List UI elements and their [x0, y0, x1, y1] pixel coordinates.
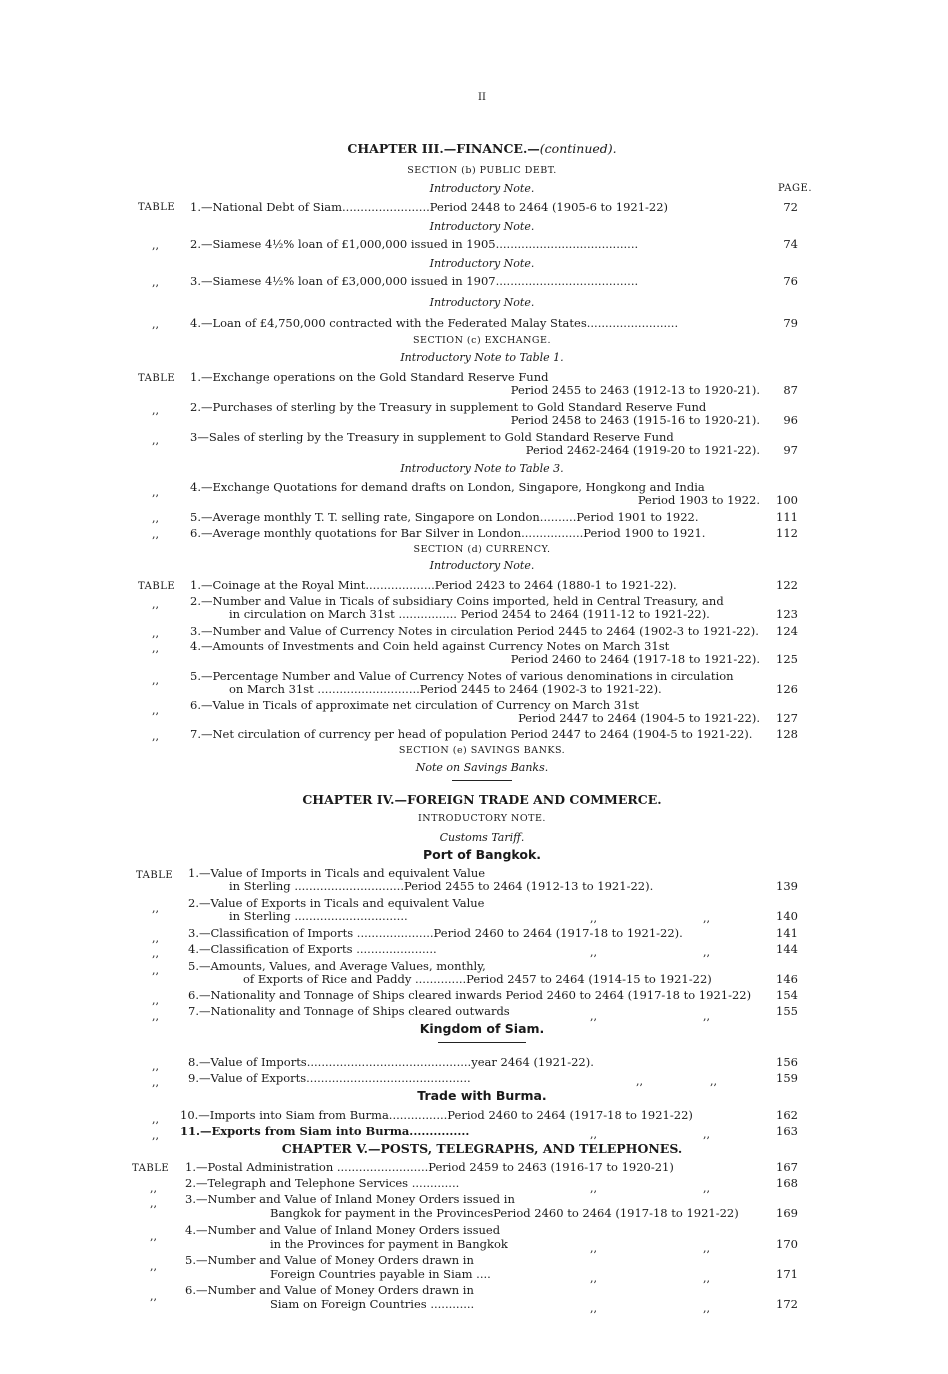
intro-note: Introductory Note to Table 1.	[400, 351, 564, 364]
entry-text: 6.—Nationality and Tonnage of Ships cleared inwards Period 2460 to 2464 (1917-18 to 1921-22)	[188, 988, 752, 1002]
entry-page: 170	[776, 1237, 798, 1251]
entry-text: 3.—Number and Value of Currency Notes in circulation Period 2445 to 2464 (1902-3 to 1921-22).	[190, 624, 759, 638]
entry-text: 3.—Number and Value of Inland Money Orders issued in	[185, 1192, 515, 1206]
entry-page: 125	[776, 652, 798, 666]
entry-text: Period 2447 to 2464 (1904-5 to 1921-22).	[518, 711, 760, 725]
entry-page: 97	[783, 443, 798, 457]
entry-page: 144	[776, 942, 798, 956]
ditto-mark: ,,	[150, 1230, 157, 1243]
entry-text: 6.—Average monthly quotations for Bar Silver in London.................Period 1900 to 1921.	[190, 526, 706, 540]
table-label: TABLE	[138, 202, 176, 213]
entry-text: 1.—Postal Administration .........................Period 2459 to 2463 (1916-17 to 1920-21)	[185, 1160, 674, 1174]
ditto-mark: ,,	[152, 627, 159, 640]
ditto-mark: ,,	[590, 1272, 597, 1285]
entry-text: 6.—Number and Value of Money Orders drawn in	[185, 1283, 474, 1297]
ditto-mark: ,,	[152, 1076, 159, 1089]
entry-page: 127	[776, 711, 798, 725]
ditto-mark: ,,	[703, 1182, 710, 1195]
ditto-mark: ,,	[150, 1182, 157, 1195]
entry-page: 96	[783, 413, 798, 427]
savings-note: Note on Savings Banks.	[415, 761, 549, 774]
table-label: TABLE	[138, 581, 176, 592]
entry-page: 76	[783, 274, 798, 288]
entry-page: 156	[776, 1055, 798, 1069]
entry-text: 3.—Classification of Imports .....................Period 2460 to 2464 (1917-18 to 1921-22).	[188, 926, 683, 940]
entry-text: 6.—Value in Ticals of approximate net circulation of Currency on March 31st	[190, 698, 639, 712]
entry-page: 155	[776, 1004, 798, 1018]
entry-text: 4.—Exchange Quotations for demand drafts on London, Singapore, Hongkong and India	[190, 480, 705, 494]
section-divider	[452, 780, 512, 781]
entry-text: 4.—Amounts of Investments and Coin held against Currency Notes on March 31st	[190, 639, 670, 653]
table-label: TABLE	[132, 1163, 170, 1174]
ditto-mark: ,,	[590, 912, 597, 925]
entry-page: 87	[783, 383, 798, 397]
entry-text: 3—Sales of sterling by the Treasury in supplement to Gold Standard Reserve Fund	[190, 430, 674, 444]
ditto-mark: ,,	[152, 1129, 159, 1142]
entry-text: 9.—Value of Exports.............................................	[188, 1071, 471, 1085]
table-label: TABLE	[136, 870, 174, 881]
ditto-mark: ,,	[152, 1010, 159, 1023]
ditto-mark: ,,	[152, 730, 159, 743]
entry-page: 128	[776, 727, 798, 741]
entry-page: 126	[776, 682, 798, 696]
ditto-mark: ,,	[152, 932, 159, 945]
entry-page: 111	[776, 510, 798, 524]
burma-heading: Trade with Burma.	[417, 1088, 547, 1103]
table-label: TABLE	[138, 373, 176, 384]
entry-text: Period 2458 to 2463 (1915-16 to 1920-21).	[510, 413, 760, 427]
entry-text: 2.—Purchases of sterling by the Treasury in supplement to Gold Standard Reserve Fund	[190, 400, 707, 414]
ditto-mark: ,,	[150, 1197, 157, 1210]
intro-note: Introductory Note.	[429, 257, 535, 270]
entry-text: 2.—Number and Value in Ticals of subsidiary Coins imported, held in Central Treasury, and	[190, 594, 724, 608]
intro-note: Introductory Note.	[429, 182, 535, 195]
ditto-mark: ,,	[590, 1182, 597, 1195]
entry-text: 1.—Coinage at the Royal Mint...................Period 2423 to 2464 (1880-1 to 1921-22).	[190, 578, 677, 592]
ditto-mark: ,,	[703, 1302, 710, 1315]
ditto-mark: ,,	[703, 1272, 710, 1285]
entry-text: Period 1903 to 1922.	[637, 493, 760, 507]
entry-text: 4.—Number and Value of Inland Money Orders issued	[185, 1223, 501, 1237]
entry-text: 5.—Number and Value of Money Orders drawn in	[185, 1253, 474, 1267]
entry-text: on March 31st ............................Period 2445 to 2464 (1902-3 to 1921-22).	[229, 682, 662, 696]
entry-text: Siam on Foreign Countries ............	[270, 1297, 475, 1311]
ditto-mark: ,,	[152, 276, 159, 289]
intro-note: Introductory Note.	[429, 296, 535, 309]
page-column-header: PAGE.	[778, 183, 812, 194]
entry-page: 162	[776, 1108, 798, 1122]
entry-text: 10.—Imports into Siam from Burma................Period 2460 to 2464 (1917-18 to 1921-22)	[180, 1108, 693, 1122]
ditto-mark: ,,	[152, 434, 159, 447]
entry-page: 123	[776, 607, 798, 621]
intro-note: Introductory Note.	[429, 220, 535, 233]
section-e-heading: SECTION (e) SAVINGS BANKS.	[398, 745, 566, 756]
section-d-heading: SECTION (d) CURRENCY.	[413, 544, 551, 555]
entry-text: in Sterling ..............................Period 2455 to 2464 (1912-13 to 1921-22).	[229, 879, 654, 893]
ditto-mark: ,,	[636, 1075, 643, 1088]
entry-page: 124	[776, 624, 798, 638]
ditto-mark: ,,	[150, 1290, 157, 1303]
entry-text: 1.—Exchange operations on the Gold Standard Reserve Fund	[190, 370, 549, 384]
ditto-mark: ,,	[152, 674, 159, 687]
intro-note: Introductory Note to Table 3.	[400, 462, 564, 475]
entry-text: 7.—Nationality and Tonnage of Ships cleared outwards	[188, 1004, 510, 1018]
entry-text: 2.—Telegraph and Telephone Services .............	[185, 1176, 460, 1190]
entry-page: 79	[783, 316, 798, 330]
entry-text: 3.—Siamese 4½% loan of £3,000,000 issued in 1907.......................................	[190, 274, 639, 288]
ditto-mark: ,,	[703, 1010, 710, 1023]
ditto-mark: ,,	[703, 912, 710, 925]
entry-text: in Sterling ...............................	[229, 909, 408, 923]
entry-page: 122	[776, 578, 798, 592]
ditto-mark: ,,	[152, 642, 159, 655]
entry-text: 5.—Percentage Number and Value of Currency Notes of various denominations in circulation	[190, 669, 734, 683]
entry-page: 154	[776, 988, 798, 1002]
entry-page: 72	[783, 200, 798, 214]
entry-text: 5.—Amounts, Values, and Average Values, monthly,	[188, 959, 486, 973]
chapter-4-title: CHAPTER IV.—FOREIGN TRADE AND COMMERCE.	[302, 792, 662, 807]
port-heading: Port of Bangkok.	[422, 847, 542, 862]
entry-page: 167	[776, 1160, 798, 1174]
ditto-mark: ,,	[152, 528, 159, 541]
entry-text: 7.—Net circulation of currency per head of population Period 2447 to 2464 (1904-5 to 1921-22).	[190, 727, 753, 741]
entry-text: of Exports of Rice and Paddy ..............Period 2457 to 2464 (1914-15 to 1921-22)	[243, 972, 712, 986]
ditto-mark: ,,	[590, 1010, 597, 1023]
customs-tariff: Customs Tariff.	[439, 831, 525, 844]
section-c-heading: SECTION (c) EXCHANGE.	[413, 335, 551, 346]
entry-page: 159	[776, 1071, 798, 1085]
entry-text: 4.—Classification of Exports ......................	[188, 942, 437, 956]
entry-page: 172	[776, 1297, 798, 1311]
entry-text: in circulation on March 31st ................ Period 2454 to 2464 (1911-12 to 1921-22).	[229, 607, 710, 621]
ditto-mark: ,,	[152, 994, 159, 1007]
ditto-mark: ,,	[152, 486, 159, 499]
entry-page: 171	[776, 1267, 798, 1281]
entry-page: 168	[776, 1176, 798, 1190]
entry-text: 11.—Exports from Siam into Burma...............	[180, 1124, 470, 1138]
ditto-mark: ,,	[152, 704, 159, 717]
ditto-mark: ,,	[152, 1113, 159, 1126]
entry-text: Period 2460 to 2464 (1917-18 to 1921-22).	[510, 652, 760, 666]
chapter-5-title: CHAPTER V.—POSTS, TELEGRAPHS, AND TELEPHONES.	[281, 1141, 683, 1156]
ditto-mark: ,,	[150, 1260, 157, 1273]
entry-page: 100	[776, 493, 798, 507]
ditto-mark: ,,	[590, 1242, 597, 1255]
intro-note: Introductory Note.	[429, 559, 535, 572]
entry-page: 112	[776, 526, 798, 540]
entry-text: Bangkok for payment in the ProvincesPeriod 2460 to 2464 (1917-18 to 1921-22)	[270, 1206, 739, 1220]
intro-note: INTRODUCTORY NOTE.	[418, 813, 546, 824]
ditto-mark: ,,	[703, 946, 710, 959]
entry-page: 139	[776, 879, 798, 893]
ditto-mark: ,,	[152, 964, 159, 977]
entry-page: 169	[776, 1206, 798, 1220]
section-b-heading: SECTION (b) PUBLIC DEBT.	[407, 165, 557, 176]
entry-text: Period 2455 to 2463 (1912-13 to 1920-21).	[510, 383, 760, 397]
entry-page: 146	[776, 972, 798, 986]
entry-text: in the Provinces for payment in Bangkok	[270, 1237, 508, 1251]
entry-text: 2.—Value of Exports in Ticals and equivalent Value	[188, 896, 485, 910]
entry-page: 141	[776, 926, 798, 940]
entry-text: 8.—Value of Imports.............................................year 2464 (1921-22).	[188, 1055, 594, 1069]
entry-text: 1.—Value of Imports in Ticals and equivalent Value	[188, 866, 486, 880]
ditto-mark: ,,	[703, 1128, 710, 1141]
entry-text: 5.—Average monthly T. T. selling rate, Singapore on London..........Period 1901 to 1922.	[190, 510, 699, 524]
entry-text: 4.—Loan of £4,750,000 contracted with the Federated Malay States.........................	[190, 316, 679, 330]
ditto-mark: ,,	[590, 1302, 597, 1315]
ditto-mark: ,,	[710, 1075, 717, 1088]
ditto-mark: ,,	[590, 1128, 597, 1141]
ditto-mark: ,,	[152, 404, 159, 417]
ditto-mark: ,,	[703, 1242, 710, 1255]
ditto-mark: ,,	[152, 947, 159, 960]
section-divider	[438, 1042, 526, 1043]
ditto-mark: ,,	[152, 1060, 159, 1073]
ditto-mark: ,,	[590, 946, 597, 959]
ditto-mark: ,,	[152, 512, 159, 525]
entry-text: 1.—National Debt of Siam........................Period 2448 to 2464 (1905-6 to 1921-22)	[190, 200, 669, 214]
ditto-mark: ,,	[152, 902, 159, 915]
entry-page: 163	[776, 1124, 798, 1138]
kingdom-heading: Kingdom of Siam.	[419, 1021, 545, 1036]
ditto-mark: ,,	[152, 598, 159, 611]
ditto-mark: ,,	[152, 318, 159, 331]
entry-text: 2.—Siamese 4½% loan of £1,000,000 issued in 1905.......................................	[190, 237, 639, 251]
ditto-mark: ,,	[152, 239, 159, 252]
page-number: II	[478, 92, 486, 103]
entry-text: Period 2462-2464 (1919-20 to 1921-22).	[525, 443, 760, 457]
chapter-3-title: CHAPTER III.—FINANCE.—(continued).	[347, 141, 617, 156]
entry-page: 74	[783, 237, 798, 251]
entry-page: 140	[776, 909, 798, 923]
entry-text: Foreign Countries payable in Siam ....	[270, 1267, 491, 1281]
